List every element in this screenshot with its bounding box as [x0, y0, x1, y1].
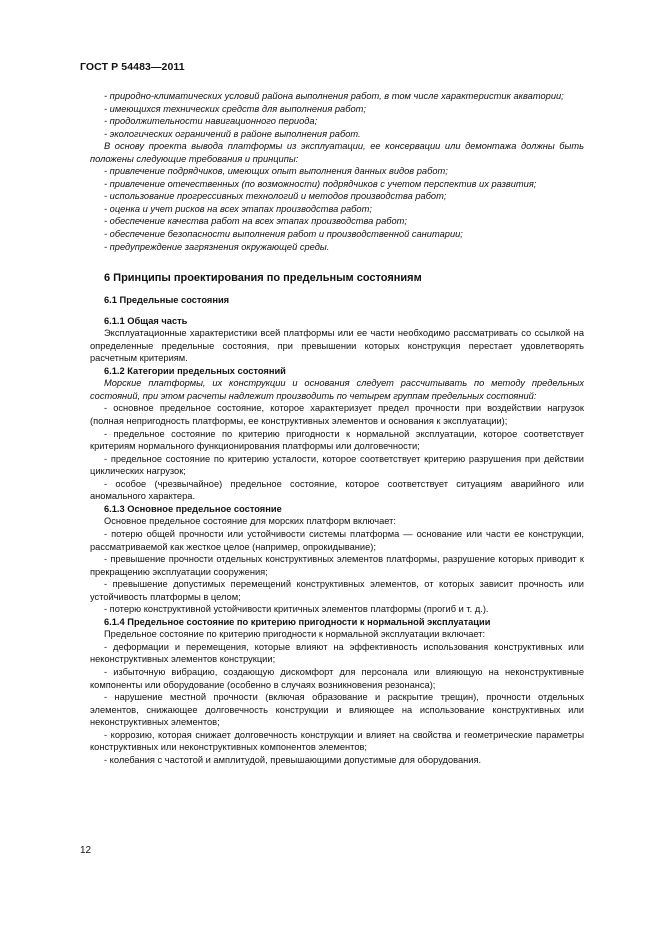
- section-6-1-2-item: - особое (чрезвычайное) предельное состояние, которое соответствует ситуациям аварийного или аномального характера.: [90, 478, 584, 502]
- intro-item: - имеющихся технических средств для выполнения работ;: [104, 103, 366, 114]
- section-6-1-3-title: 6.1.3 Основное предельное состояние: [104, 503, 282, 514]
- section-6-1-3-item: - превышение прочности отдельных конструктивных элементов платформы, разрушение которых приводит к прекращению эксплуатации сооружения;: [90, 554, 584, 577]
- page-body: [90, 90, 584, 766]
- principle-item: - оценка и учет рисков на всех этапах производства работ;: [104, 203, 372, 214]
- intro-item: - продолжительности навигационного периода;: [104, 116, 318, 127]
- principle-item: - привлечение отечественных (по возможности) подрядчиков с учетом перспектив их развития;: [104, 178, 537, 189]
- section-6-1-2-text: Морские платформы, их конструкции и основания следует рассчитывать по методу предельных состояний, при этом расчеты надлежит производить по четырем группам предельных состояний:: [90, 378, 584, 401]
- section-6-1-4-item: - колебания с частотой и амплитудой, превышающими допустимые для оборудования.: [104, 754, 482, 765]
- section-6-1-4-title: 6.1.4 Предельное состояние по критерию пригодности к нормальной эксплуатации: [104, 616, 491, 627]
- principle-item: - обеспечение качества работ на всех этапах производства работ;: [104, 216, 407, 227]
- section-6-1-1-title: 6.1.1 Общая часть: [104, 315, 188, 326]
- principle-item: - использование прогрессивных технологий и методов производства работ;: [104, 191, 447, 202]
- document-code-header: ГОСТ Р 54483—2011: [80, 61, 185, 73]
- section-6-1-4-item: - деформации и перемещения, которые влияют на эффективность использования конструктивных или неконструктивных элементов конструкции;: [90, 641, 584, 665]
- section-6-title: 6 Принципы проектирования по предельным состояниям: [104, 272, 422, 285]
- principle-item: - привлечение подрядчиков, имеющих опыт выполнения данных видов работ;: [104, 166, 448, 177]
- section-6-1-2-item: - предельное состояние по критерию усталости, которое соответствует критерию разрушения при действии циклических нагрузок;: [90, 453, 584, 477]
- section-6-1-2-item: - основное предельное состояние, которое характеризует предел прочности при воздействии нагрузок (полная непригодность платформы, ее конструктивных элементов и основания к эксплуатации);: [90, 403, 584, 427]
- section-6-1-4-text: Предельное состояние по критерию пригодности к нормальной эксплуатации включает:: [104, 629, 486, 640]
- section-6-1-2-title: 6.1.2 Категории предельных состояний: [104, 365, 286, 376]
- section-6-1-3-item: - превышение допустимых перемещений конструктивных элементов, от которых зависит прочность или устойчивость платформы в целом;: [90, 579, 584, 602]
- section-6-1-title: 6.1 Предельные состояния: [104, 295, 230, 306]
- section-6-1-4-item: - избыточную вибрацию, создающую дискомфорт для персонала или влияющую на неконструктивные компоненты или оборудование (особенно в случаях возникновения резонанса);: [90, 666, 584, 690]
- section-6-1-4-item: - коррозию, которая снижает долговечность конструкции и влияет на свойства и геометрические параметры конструктивных или неконструктивных компонентов элементов;: [90, 729, 584, 753]
- section-6-1-3-item: - потерю конструктивной устойчивости критичных элементов платформы (прогиб и т. д.).: [104, 604, 489, 615]
- section-6-1-3-text: Основное предельное состояние для морских платформ включает:: [104, 516, 396, 527]
- section-6-1-2-item: - предельное состояние по критерию пригодности к нормальной эксплуатации, которое соответствует критериям нормального функционирования платформы или долговечности;: [90, 428, 584, 452]
- principle-item: - обеспечение безопасности выполнения работ и производственной санитарии;: [104, 229, 463, 240]
- section-6-1-4-item: - нарушение местной прочности (включая образование и раскрытие трещин), прочности отдельных элементов, снижающее долговечность конструкции и влияющее на использование конструктивных или неконструктивных элементов;: [90, 692, 584, 728]
- intro-item: - природно-климатических условий района выполнения работ, в том числе характеристик акватории;: [104, 91, 564, 101]
- basis-paragraph: В основу проекта вывода платформы из эксплуатации, ее консервации или демонтажа должны быть положены следующие требования и принципы:: [90, 141, 584, 164]
- intro-item: - экологических ограничений в районе выполнения работ.: [104, 128, 361, 139]
- page-number: 12: [80, 845, 92, 856]
- principle-item: - предупреждение загрязнения окружающей среды.: [104, 241, 330, 252]
- section-6-1-1-text: Эксплуатационные характеристики всей платформы или ее части необходимо рассматривать со ссылкой на определенные предельные состояния, при превышении которых конструкция перестает удовлетворять расчетным критериям.: [90, 328, 584, 364]
- section-6-1-3-item: - потерю общей прочности или устойчивости системы платформа — основание или части ее конструкции, рассматриваемой как жесткое целое (например, опрокидывание);: [90, 528, 584, 552]
